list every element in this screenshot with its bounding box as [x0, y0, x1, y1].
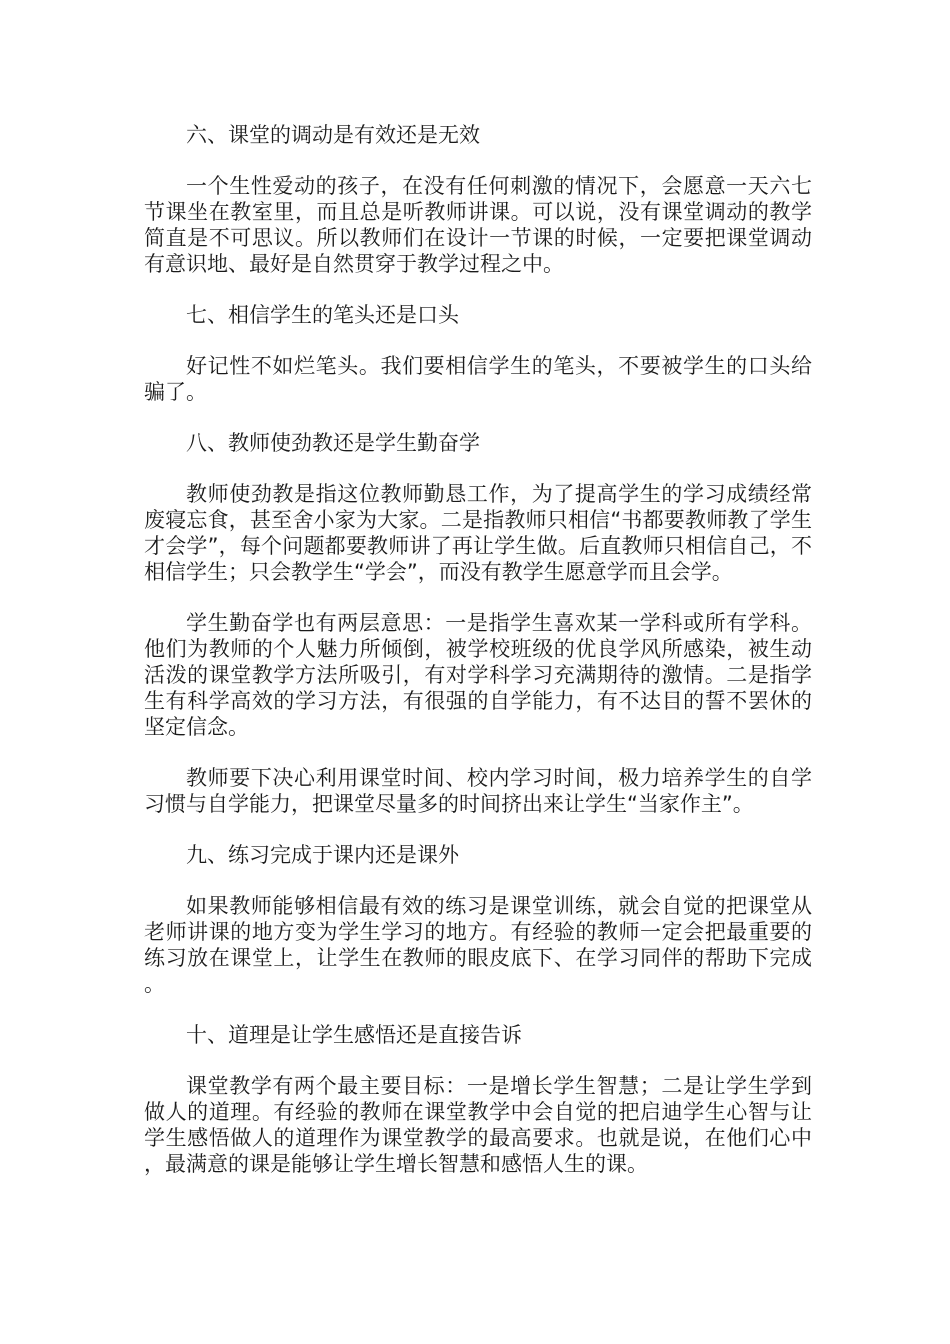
paragraph: 如果教师能够相信最有效的练习是课堂训练，就会自觉的把课堂从老师讲课的地方变为学生学习的地方。有经验的教师一定会把最重要的练习放在课堂上，让学生在教师的眼皮底下、在学习同伴的帮助下完成。: [144, 894, 812, 996]
section-heading-6: 六、课堂的调动是有效还是无效: [186, 123, 480, 147]
paragraph: 课堂教学有两个最主要目标：一是增长学生智慧；二是让学生学到做人的道理。有经验的教师在课堂教学中会自觉的把启迪学生心智与让学生感悟做人的道理作为课堂教学的最高要求。也就是说，在他们心中，最满意的课是能够让学生增长智慧和感悟人生的课。: [144, 1074, 812, 1176]
paragraph: 教师要下决心利用课堂时间、校内学习时间，极力培养学生的自学习惯与自学能力，把课堂尽量多的时间挤出来让学生“当家作主”。: [144, 766, 812, 816]
document-body: [144, 122, 812, 1202]
section-heading-10: 十、道理是让学生感悟还是直接告诉: [186, 1023, 522, 1047]
paragraph: 好记性不如烂笔头。我们要相信学生的笔头，不要被学生的口头给骗了。: [144, 354, 812, 404]
paragraph: 学生勤奋学也有两层意思：一是指学生喜欢某一学科或所有学科。他们为教师的个人魅力所倾倒，被学校班级的优良学风所感染，被生动活泼的课堂教学方法所吸引，有对学科学习充满期待的激情。二是指学生有科学高效的学习方法，有很强的自学能力，有不达目的誓不罢休的坚定信念。: [144, 611, 812, 739]
section-heading-9: 九、练习完成于课内还是课外: [186, 843, 459, 867]
section-heading-7: 七、相信学生的笔头还是口头: [186, 303, 459, 327]
paragraph: 一个生性爱动的孩子，在没有任何刺激的情况下，会愿意一天六七节课坐在教室里，而且总是听教师讲课。可以说，没有课堂调动的教学简直是不可思议。所以教师们在设计一节课的时候，一定要把课堂调动有意识地、最好是自然贯穿于教学过程之中。: [144, 174, 812, 276]
paragraph: 教师使劲教是指这位教师勤恳工作，为了提高学生的学习成绩经常废寝忘食，甚至舍小家为大家。二是指教师只相信“书都要教师教了学生才会学”，每个问题都要教师讲了再让学生做。后直教师只相信自己，不相信学生；只会教学生“学会”，而没有教学生愿意学而且会学。: [144, 482, 812, 584]
section-heading-8: 八、教师使劲教还是学生勤奋学: [186, 431, 480, 455]
